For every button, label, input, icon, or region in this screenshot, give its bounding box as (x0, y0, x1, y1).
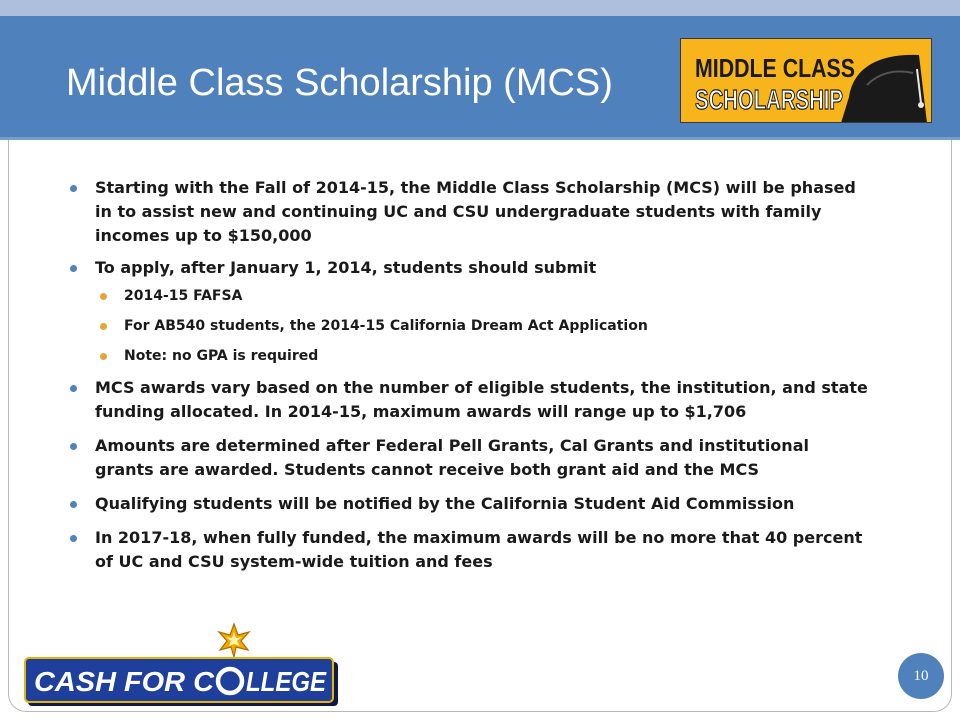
bullet-icon (70, 501, 77, 508)
bullet-text: MCS awards vary based on the number of eligible students, the institution, and state funding allocated. In 2014-15, maximum awards will range up to $1,706 (95, 378, 868, 421)
bullet-item (70, 434, 870, 482)
cfc-text-left: CASH FOR C (34, 666, 215, 697)
bullet-text: In 2017-18, when fully funded, the maximum awards will be no more that 40 percent of UC and CSU system-wide tuition and fees (95, 528, 863, 571)
sub-bullet-icon (100, 323, 107, 330)
logo-line-2: SCHOLARSHIP (695, 84, 843, 115)
bullet-list (70, 176, 870, 574)
top-strip (0, 0, 960, 16)
slide-title: Middle Class Scholarship (MCS) (66, 62, 613, 104)
bullet-item (70, 376, 870, 424)
bullet-text: To apply, after January 1, 2014, students should submit (95, 258, 597, 277)
bullet-icon (70, 443, 77, 450)
bullet-item (70, 492, 870, 516)
bullet-text: Starting with the Fall of 2014-15, the Middle Class Scholarship (MCS) will be phased in to assist new and continuing UC and CSU undergraduate students with family incomes up to $150,000 (95, 178, 856, 245)
bullet-icon (70, 385, 77, 392)
cfc-text-right: LLEGE (246, 666, 328, 697)
middle-class-scholarship-logo (680, 38, 932, 123)
bullet-item (70, 256, 870, 280)
bullet-icon (70, 185, 77, 192)
sub-bullet-text: Note: no GPA is required (124, 348, 319, 364)
sub-bullet-icon (100, 353, 107, 360)
star-icon (219, 624, 249, 657)
bullet-text: Amounts are determined after Federal Pell Grants, Cal Grants and institutional grants are awarded. Students cannot receive both grant aid and the MCS (95, 436, 809, 479)
bullet-item (70, 176, 870, 248)
sub-bullet-icon (100, 293, 107, 300)
sub-bullet-item (100, 346, 870, 366)
logo-line-1: MIDDLE CLASS (695, 53, 855, 83)
sub-bullet-item (100, 316, 870, 336)
sub-bullet-item (100, 286, 870, 306)
sub-bullet-text: For AB540 students, the 2014-15 California Dream Act Application (124, 318, 648, 334)
sub-bullet-text: 2014-15 FAFSA (124, 288, 243, 304)
bullet-icon (70, 265, 77, 272)
bullet-item (70, 526, 870, 574)
bullet-text: Qualifying students will be notified by the California Student Aid Commission (95, 494, 795, 513)
page-number-badge: 10 (898, 653, 944, 699)
bullet-icon (70, 535, 77, 542)
cash-for-college-logo (22, 620, 342, 710)
